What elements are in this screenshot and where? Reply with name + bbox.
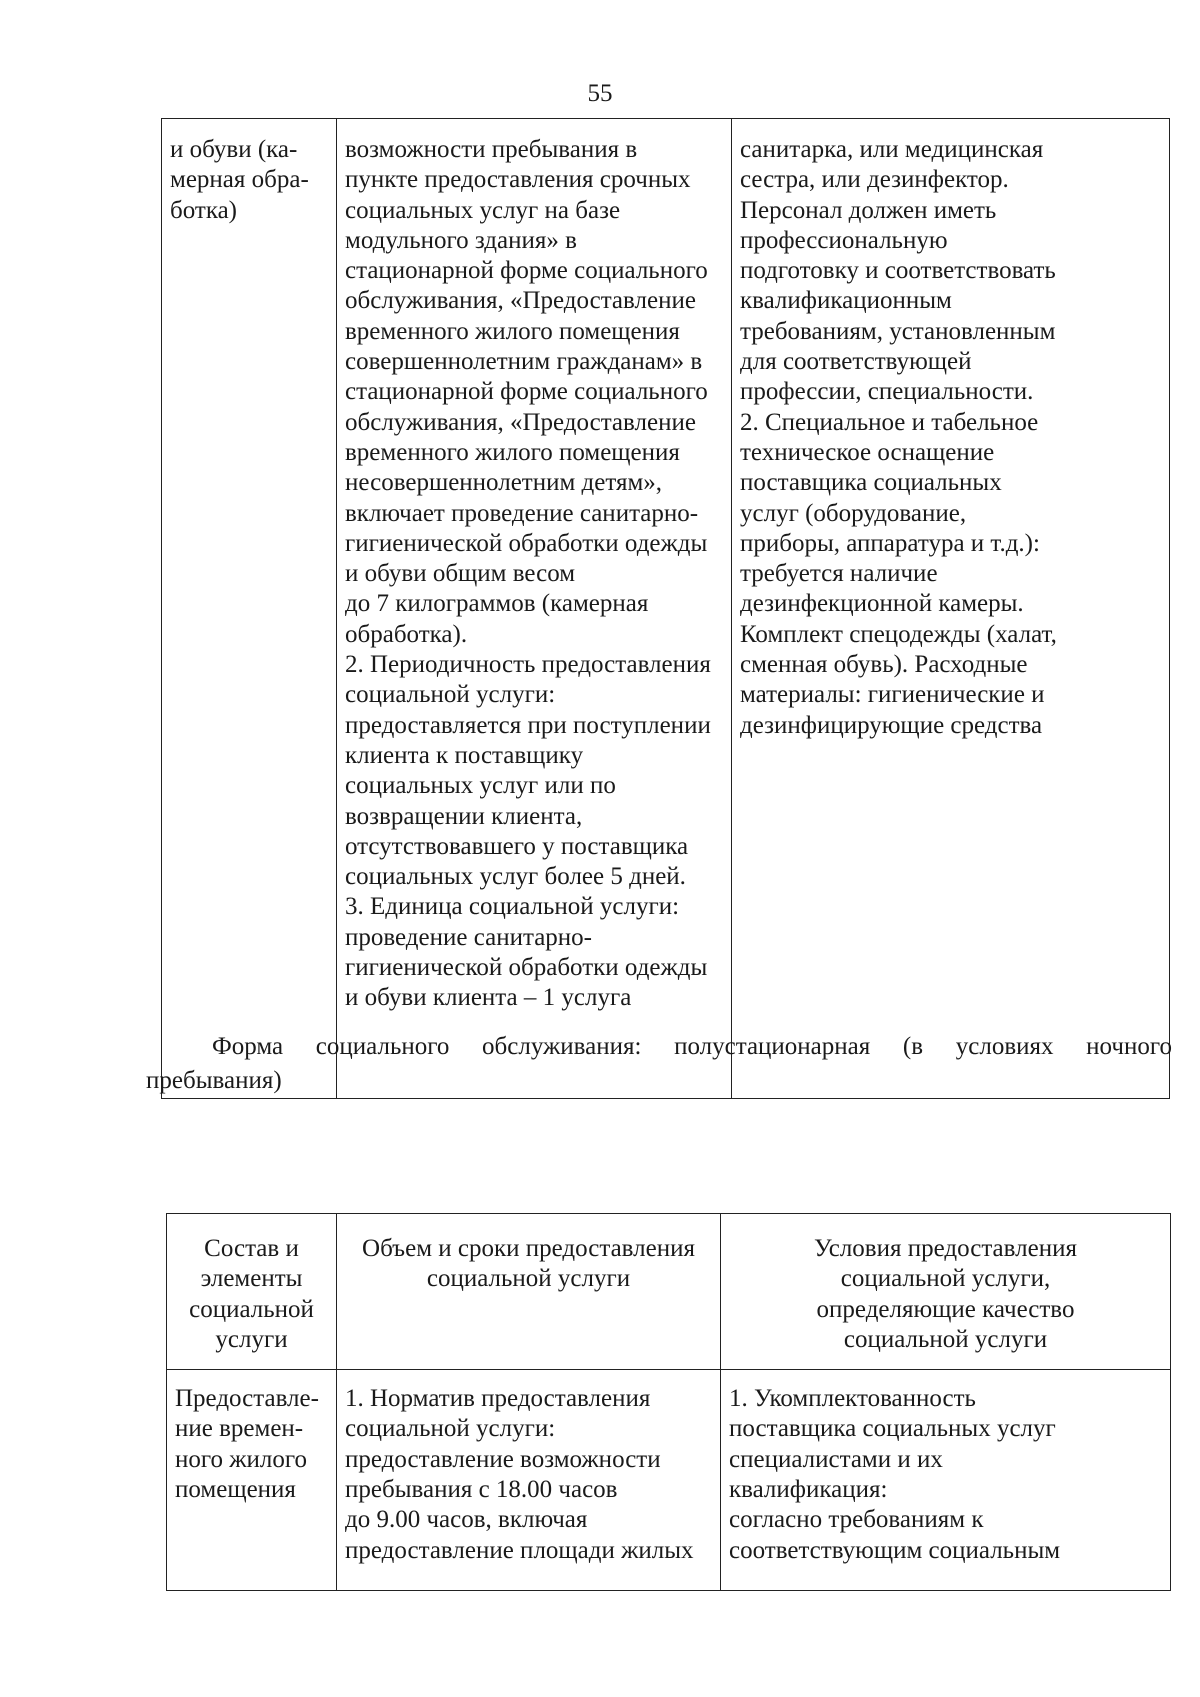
cell-text-line: дезинфицирующие средства bbox=[740, 711, 1043, 739]
cell-text-line: возвращении клиента, bbox=[345, 802, 583, 830]
cell-text-line: пребывания с 18.00 часов bbox=[345, 1476, 618, 1504]
table-row bbox=[162, 119, 1170, 1099]
cell-text-line: социальной услуги bbox=[426, 1265, 631, 1293]
cell-text-line: ботка) bbox=[170, 196, 238, 224]
cell-text-line: социальной услуги bbox=[843, 1325, 1048, 1353]
cell-text-line: Персонал должен иметь bbox=[740, 196, 997, 224]
cell-text-line: и обуви клиента – 1 услуга bbox=[345, 984, 632, 1012]
cell-text-line: дезинфекционной камеры. bbox=[740, 590, 1024, 618]
cell-text-line: обработка). bbox=[345, 620, 468, 648]
service-element-cell bbox=[162, 119, 337, 1099]
cell-text-line: техническое оснащение bbox=[740, 438, 995, 466]
cell-text-line: соответствующим социальным bbox=[729, 1536, 1061, 1564]
cell-text-line: проведение санитарно- bbox=[345, 923, 593, 951]
cell-text-line: материалы: гигиенические и bbox=[740, 681, 1045, 709]
cell-text-line: приборы, аппаратура и т.д.): bbox=[740, 529, 1040, 557]
cell-text-line: санитарка, или медицинская bbox=[740, 136, 1044, 163]
cell-text-line: отсутствовавшего у поставщика bbox=[345, 832, 689, 860]
cell-text-line: услуги bbox=[215, 1325, 288, 1353]
cell-text-line: Комплект спецодежды (халат, bbox=[740, 620, 1057, 648]
cell-text-line: услуг (оборудование, bbox=[740, 499, 967, 527]
cell-text-line: предоставление возможности bbox=[345, 1445, 661, 1473]
header-composition bbox=[167, 1214, 337, 1370]
cell-text-line: профессиональную bbox=[740, 226, 948, 254]
cell-text-line: помещения bbox=[175, 1476, 296, 1504]
continuation-table bbox=[161, 118, 1170, 1099]
cell-text-line: совершеннолетним гражданам» в bbox=[345, 348, 703, 376]
service-form-paragraph bbox=[212, 1030, 1172, 1064]
cell-text-line: возможности пребывания в bbox=[345, 136, 638, 163]
cell-text-line: стационарной форме социального bbox=[345, 378, 708, 406]
quality-conditions-cell bbox=[721, 1370, 1171, 1591]
cell-text-line: до 9.00 часов, включая bbox=[345, 1506, 588, 1534]
cell-text-line: предоставляется при поступлении bbox=[345, 711, 711, 739]
cell-text-line: квалификация: bbox=[729, 1476, 888, 1504]
cell-text-line: определяющие качество bbox=[816, 1295, 1075, 1323]
table-row bbox=[167, 1370, 1171, 1591]
volume-terms-cell bbox=[337, 1370, 721, 1591]
cell-text-line: гигиенической обработки одежды bbox=[345, 529, 708, 557]
cell-text-line: 2. Специальное и табельное bbox=[740, 408, 1039, 436]
cell-text-line: поставщика социальных услуг bbox=[729, 1415, 1056, 1443]
cell-text-line: Объем и сроки предоставления bbox=[362, 1235, 695, 1262]
header-volume-terms bbox=[337, 1214, 721, 1370]
cell-text-line: для соответствующей bbox=[740, 348, 972, 376]
cell-text-line: подготовку и соответствовать bbox=[740, 257, 1056, 285]
cell-text-line: Состав и bbox=[204, 1235, 299, 1262]
cell-text-line: ного жилого bbox=[175, 1445, 308, 1473]
cell-text-line: до 7 килограммов (камерная bbox=[345, 590, 649, 618]
cell-text-line: клиента к поставщику bbox=[345, 741, 584, 769]
cell-text-line: пункте предоставления срочных bbox=[345, 166, 691, 194]
cell-text-line: включает проведение санитарно- bbox=[345, 499, 699, 527]
cell-text-line: профессии, специальности. bbox=[740, 378, 1034, 406]
cell-text-line: мерная обра- bbox=[170, 166, 309, 194]
cell-text-line: согласно требованиям к bbox=[729, 1506, 984, 1534]
service-form-paragraph-cont bbox=[146, 1064, 282, 1098]
cell-text-line: гигиенической обработки одежды bbox=[345, 954, 708, 982]
cell-text-line: поставщика социальных bbox=[740, 469, 1002, 497]
cell-text-line: 3. Единица социальной услуги: bbox=[345, 893, 680, 921]
cell-text-line: требуется наличие bbox=[740, 560, 938, 588]
cell-text-line: обслуживания, «Предоставление bbox=[345, 287, 696, 315]
cell-text-line: обслуживания, «Предоставление bbox=[345, 408, 696, 436]
page-number: 55 bbox=[587, 80, 613, 107]
cell-text-line: социальной bbox=[189, 1295, 314, 1323]
cell-text-line: Предоставле- bbox=[175, 1385, 319, 1413]
cell-text-line: и обуви (ка- bbox=[170, 136, 298, 163]
cell-text-line: социальных услуг на базе bbox=[345, 196, 621, 224]
cell-text-line: сестра, или дезинфектор. bbox=[740, 166, 1009, 194]
cell-text-line: специалистами и их bbox=[729, 1445, 943, 1473]
cell-text-line: элементы bbox=[200, 1265, 303, 1293]
cell-text-line: сменная обувь). Расходные bbox=[740, 651, 1028, 679]
cell-text-line: модульного здания» в bbox=[345, 226, 577, 254]
paragraph-line: пребывания) bbox=[146, 1067, 282, 1094]
cell-text-line: временного жилого помещения bbox=[345, 438, 680, 466]
paragraph-line: Форма социального обслуживания: полустационарная (в условиях ночного bbox=[212, 1033, 1172, 1060]
cell-text-line: временного жилого помещения bbox=[345, 317, 680, 345]
table-header-row bbox=[167, 1214, 1171, 1370]
cell-text-line: социальной услуги: bbox=[345, 681, 556, 709]
cell-text-line: предоставление площади жилых bbox=[345, 1536, 694, 1564]
header-conditions bbox=[721, 1214, 1171, 1370]
cell-text-line: 1. Норматив предоставления bbox=[345, 1385, 651, 1413]
cell-text-line: социальной услуги, bbox=[840, 1265, 1051, 1293]
volume-terms-cell bbox=[337, 119, 732, 1099]
cell-text-line: несовершеннолетним детям», bbox=[345, 469, 663, 497]
cell-text-line: и обуви общим весом bbox=[345, 560, 576, 588]
cell-text-line: стационарной форме социального bbox=[345, 257, 708, 285]
cell-text-line: социальных услуг более 5 дней. bbox=[345, 863, 686, 891]
service-element-cell bbox=[167, 1370, 337, 1591]
cell-text-line: квалификационным bbox=[740, 287, 952, 315]
cell-text-line: социальной услуги: bbox=[345, 1415, 556, 1443]
cell-text-line: Условия предоставления bbox=[814, 1235, 1077, 1262]
cell-text-line: требованиям, установленным bbox=[740, 317, 1056, 345]
cell-text-line: ние времен- bbox=[175, 1415, 304, 1443]
cell-text-line: 1. Укомплектованность bbox=[729, 1385, 976, 1413]
service-table bbox=[166, 1213, 1171, 1591]
quality-conditions-cell bbox=[732, 119, 1170, 1099]
cell-text-line: 2. Периодичность предоставления bbox=[345, 651, 711, 679]
cell-text-line: социальных услуг или по bbox=[345, 772, 616, 800]
